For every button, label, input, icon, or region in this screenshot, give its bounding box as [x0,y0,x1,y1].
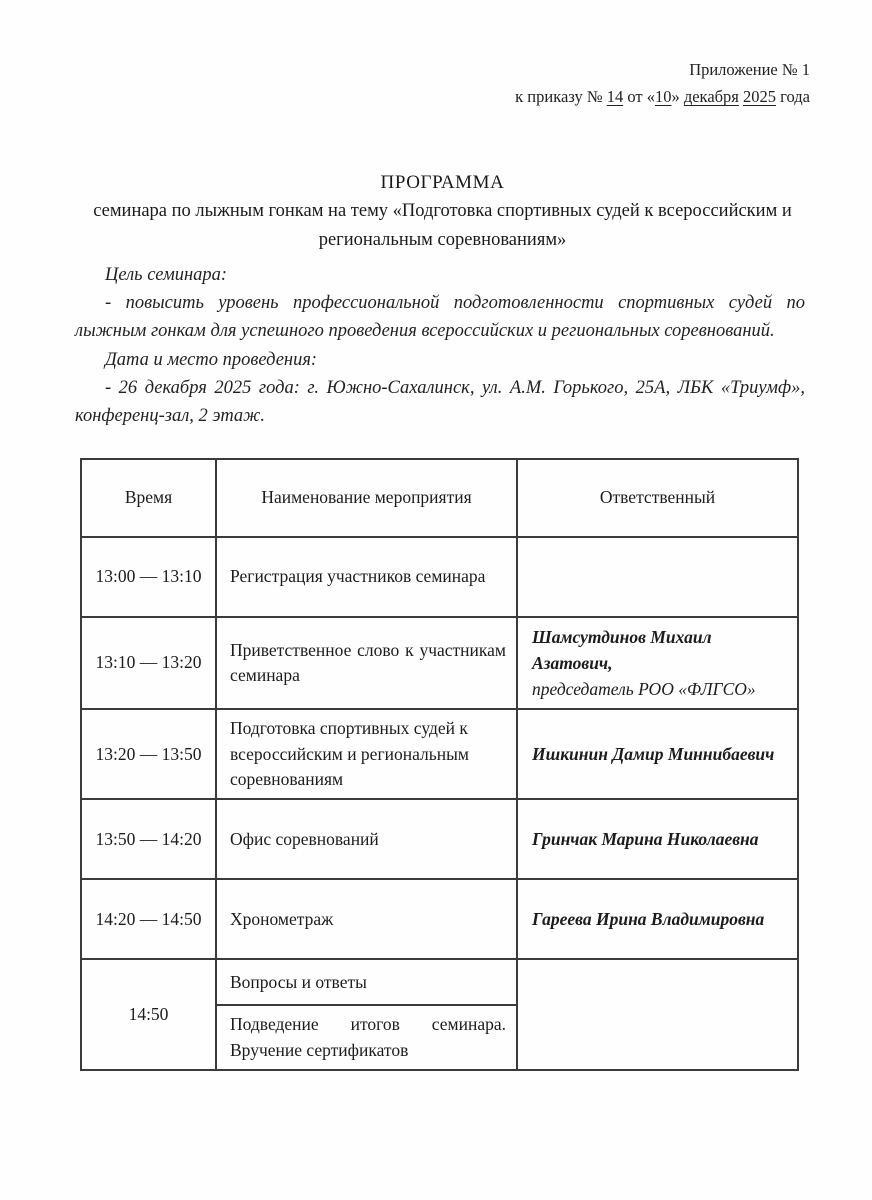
appendix-note [75,56,810,110]
table-row [81,799,798,879]
page-title: ПРОГРАММА [380,172,505,194]
time-cell: 14:20 — 14:50 [81,879,216,959]
appendix-suffix: года [776,87,810,107]
header-responsible: Ответственный [517,459,798,537]
appendix-prefix: к приказу № [515,87,607,107]
table-row [81,959,798,1005]
event-line-2: Вручение сертификатов [230,1039,409,1060]
time-cell: 13:20 — 13:50 [81,709,216,799]
event-cell [216,1005,517,1070]
event-line-1: Подведение итогов семинара. [230,1014,506,1035]
responsible-role: председатель РОО «ФЛГСО» [532,679,756,700]
responsible-cell [517,799,798,879]
responsible-name: Гареева Ирина Владимировна [532,909,765,930]
event-cell: Хронометраж [216,879,517,959]
responsible-cell [517,879,798,959]
table-row [81,709,798,799]
responsible-name: Шамсутдинов Михаил Азатович, [532,626,712,673]
table-row [81,617,798,710]
responsible-cell [517,709,798,799]
event-cell: Вопросы и ответы [216,959,517,1005]
appendix-mid2: » [671,87,684,107]
event-cell: Приветственное слово к участникам семинара [216,617,517,710]
responsible-name: Гринчак Марина Николаевна [532,829,759,850]
appendix-mid1: от « [623,87,655,107]
order-day: 10 [654,87,672,107]
time-cell: 13:00 — 13:10 [81,537,216,617]
table-row [81,879,798,959]
appendix-line2 [75,83,810,110]
date-text: - 26 декабря 2025 года: г. Южно-Сахалинск, ул. А.М. Горького, 25А, ЛБК «Триумф», конференц-зал, 2 этаж. [75,377,805,427]
goal-label: Цель семинара: [105,264,228,285]
event-cell: Офис соревнований [216,799,517,879]
header-event: Наименование мероприятия [216,459,517,537]
appendix-line1: Приложение № 1 [689,60,810,79]
date-label: Дата и место проведения: [105,349,318,370]
order-year: 2025 [743,87,777,107]
time-cell: 13:10 — 13:20 [81,617,216,710]
table-row [81,537,798,617]
responsible-name: Ишкинин Дамир Миннибаевич [532,744,775,765]
responsible-cell [517,537,798,617]
time-cell: 13:50 — 14:20 [81,799,216,879]
event-cell: Подготовка спортивных судей к всероссийским и региональным соревнованиям [216,709,517,799]
goal-text: - повысить уровень профессиональной подготовленности спортивных судей по лыжным гонкам для успешного проведения всероссийских и региональных соревнований. [75,293,805,342]
responsible-cell [517,617,798,710]
page-subtitle: семинара по лыжным гонкам на тему «Подготовка спортивных судей к всероссийским и региональным соревнованиям» [93,201,792,251]
order-number: 14 [606,87,624,107]
responsible-cell [517,959,798,1070]
intro-section [75,261,805,431]
program-table [80,458,799,1072]
order-month: декабря [683,87,739,107]
header-time: Время [81,459,216,537]
table-header-row [81,459,798,537]
event-cell: Регистрация участников семинара [216,537,517,617]
time-cell: 14:50 [81,959,216,1070]
